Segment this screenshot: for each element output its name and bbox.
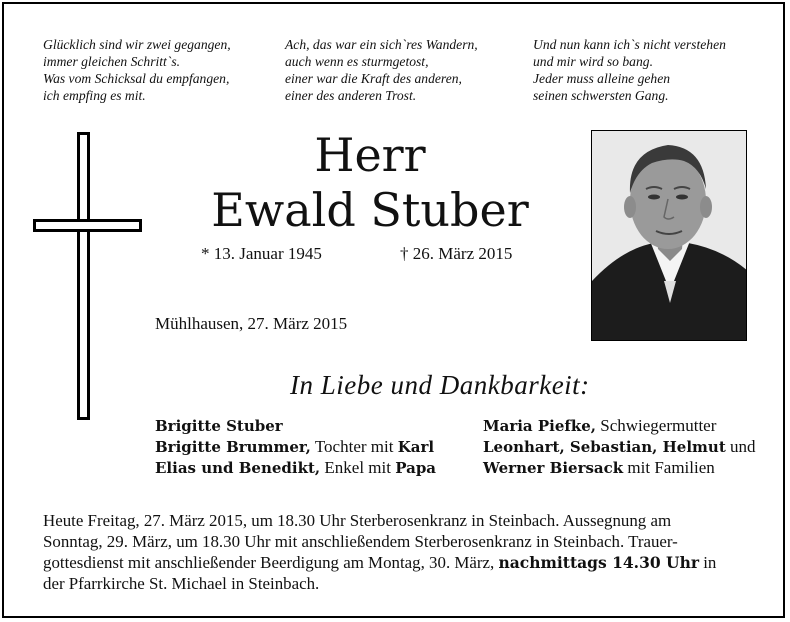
poem-line: und mir wird so bang. [533, 54, 653, 69]
poem-line: Was vom Schicksal du empfangen, [43, 71, 230, 86]
family-relation: Tochter mit [310, 437, 398, 456]
notice-line: Heute Freitag, 27. März 2015, um 18.30 Uhr Sterberosenkranz in Steinbach. Aussegnung am [43, 511, 672, 530]
family-line [155, 437, 434, 457]
notice-time: nachmittags 14.30 Uhr [498, 553, 700, 572]
family-line [483, 416, 716, 436]
family-line [483, 437, 756, 457]
poem-left [43, 36, 283, 104]
family-name: Brigitte Brummer, [155, 438, 311, 456]
notice-text: in [699, 553, 717, 572]
family-line [155, 458, 436, 478]
notice-line: Sonntag, 29. März, um 18.30 Uhr mit anschließendem Sterberosenkranz in Steinbach. Trauer- [43, 532, 678, 551]
family-relation: Schwiegermutter [596, 416, 717, 435]
family-line [483, 458, 715, 478]
birth-date: * 13. Januar 1945 [201, 244, 322, 263]
poem-line: Und nun kann ich`s nicht verstehen [533, 37, 726, 52]
family-name: Maria Piefke, [483, 417, 596, 435]
poem-middle [285, 36, 525, 104]
cross-icon [30, 130, 145, 422]
family-name: Leonhart, Sebastian, Helmut [483, 438, 726, 456]
family-relation: Enkel mit [320, 458, 396, 477]
funeral-notice [43, 510, 755, 594]
poem-line: auch wenn es sturmgetost, [285, 54, 429, 69]
notice-line [43, 552, 755, 573]
deceased-name: Ewald Stuber [211, 183, 529, 237]
death-date: † 26. März 2015 [400, 244, 513, 263]
salutation: Herr [314, 128, 426, 182]
family-name: Papa [395, 459, 437, 477]
poem-line: Jeder muss alleine gehen [533, 71, 671, 86]
family-name: Karl [397, 438, 435, 456]
family-relation: mit Familien [623, 458, 715, 477]
poem-right [533, 36, 773, 104]
place-date: Mühlhausen, 27. März 2015 [155, 314, 348, 333]
poem-line: Glücklich sind wir zwei gegangen, [43, 37, 231, 52]
family-name: Elias und Benedikt, [155, 459, 321, 477]
portrait-photo [591, 130, 747, 341]
poem-line: ich empfing es mit. [43, 88, 146, 103]
family-name: Werner Biersack [483, 459, 624, 477]
family-relation: und [725, 437, 756, 456]
thanks-heading: In Liebe und Dankbarkeit: [290, 370, 590, 400]
family-line [155, 416, 283, 436]
poem-line: einer war die Kraft des anderen, [285, 71, 462, 86]
notice-line: der Pfarrkirche St. Michael in Steinbach. [43, 574, 320, 593]
poem-line: seinen schwersten Gang. [533, 88, 669, 103]
poem-line: Ach, das war ein sich`res Wandern, [285, 37, 478, 52]
poem-line: einer des anderen Trost. [285, 88, 417, 103]
notice-text: gottesdienst mit anschließender Beerdigung am Montag, 30. März, [43, 553, 499, 572]
poem-line: immer gleichen Schritt`s. [43, 54, 181, 69]
family-name: Brigitte Stuber [155, 417, 283, 435]
